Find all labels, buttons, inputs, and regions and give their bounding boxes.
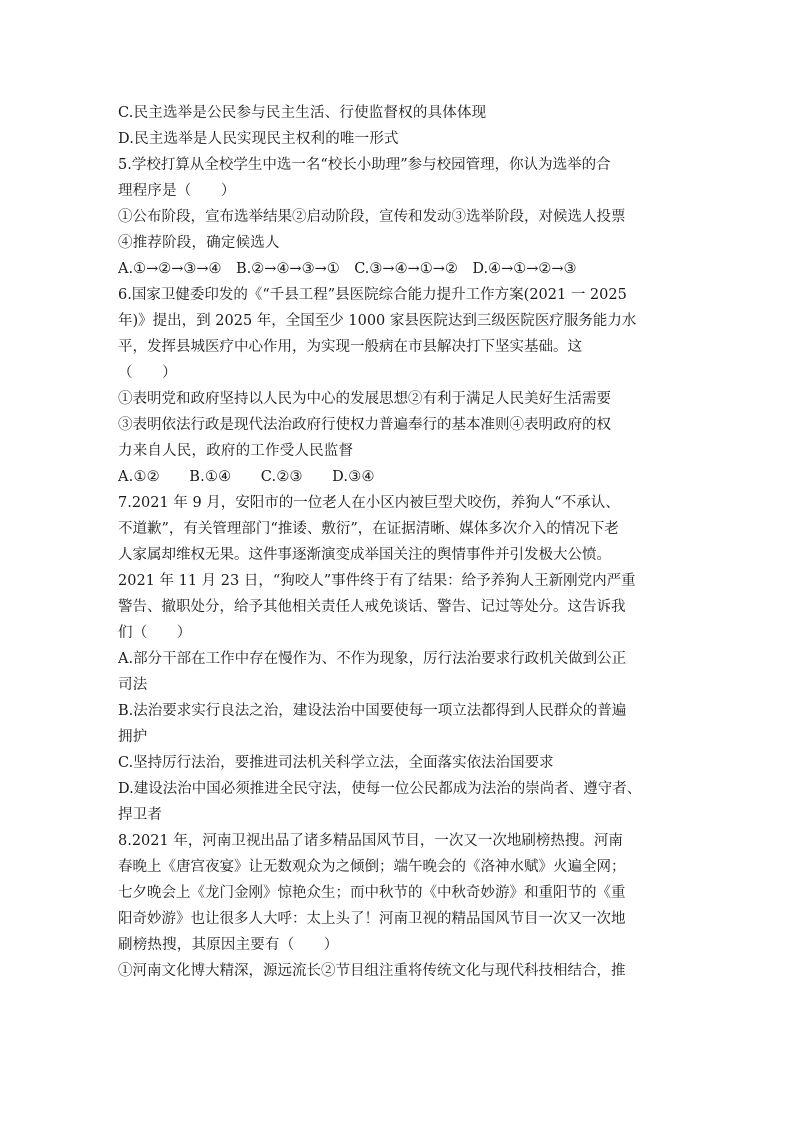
text-line: 理程序是（ ） [118, 183, 236, 199]
text-line: ①河南文化博大精深，源远流长②节目组注重将传统文化与现代科技相结合，推 [118, 963, 626, 979]
text-line: 司法 [118, 677, 148, 693]
text-line: ④推荐阶段，确定候选人 [118, 235, 280, 251]
text-line: 七夕晚会上《龙门金刚》惊艳众生；而中秋节的《中秋奇妙游》和重阳节的《重 [118, 885, 626, 901]
text-line: ③表明依法行政是现代法治政府行使权力普遍奉行的基本准则④表明政府的权 [118, 417, 611, 433]
question-text [118, 100, 676, 984]
text-line: C.民主选举是公民参与民主生活、行使监督权的具体体现 [118, 105, 487, 121]
option-b: B.法治要求实行良法之治，建设法治中国要使每一项立法都得到人民群众的普遍 [118, 703, 627, 719]
text-line: 春晚上《唐宫夜宴》让无数观众为之倾倒；端午晚会的《洛神水赋》火遍全网； [118, 859, 626, 875]
text-line: 年)》提出，到 2025 年，全国至少 1000 家县医院达到三级医院医疗服务能力水 [118, 313, 637, 329]
text-line: D.民主选举是人民实现民主权利的唯一形式 [118, 131, 399, 147]
text-line: 6.国家卫健委印发的《“千县工程”县医院综合能力提升工作方案(2021 一 2025 [118, 287, 627, 303]
text-line: 平，发挥县城医疗中心作用，为实现一般病在市县解决打下坚实基础。这 [118, 339, 582, 355]
answer-options: A.①② B.①④ C.②③ D.③④ [118, 469, 375, 485]
text-line: 5.学校打算从全校学生中选一名“校长小助理”参与校园管理，你认为选举的合 [118, 157, 611, 173]
text-line: 力来自人民，政府的工作受人民监督 [118, 443, 354, 459]
text-line: 8.2021 年，河南卫视出品了诸多精品国风节目，一次又一次地刷榜热搜。河南 [118, 833, 623, 849]
text-line: 刷榜热搜，其原因主要有（ ） [118, 937, 339, 953]
text-line: ①公布阶段，宣布选举结果②启动阶段，宣传和发动③选举阶段，对候选人投票 [118, 209, 626, 225]
option-a: A.部分干部在工作中存在慢作为、不作为现象，厉行法治要求行政机关做到公正 [118, 651, 627, 667]
text-line: 捍卫者 [118, 807, 163, 823]
text-line: ①表明党和政府坚持以人民为中心的发展思想②有利于满足人民美好生活需要 [118, 391, 611, 407]
text-line: 阳奇妙游》也让很多人大呼：太上头了！河南卫视的精品国风节目一次又一次地 [118, 911, 626, 927]
text-line: 们（ ） [118, 625, 192, 641]
text-line: （ ） [118, 365, 177, 381]
option-c: C.坚持厉行法治，要推进司法机关科学立法，全面落实依法治国要求 [118, 755, 554, 771]
option-d: D.建设法治中国必须推进全民守法，使每一位公民都成为法治的崇尚者、遵守者、 [118, 781, 642, 797]
answer-options: A.①→②→③→④ B.②→④→③→① C.③→④→①→② D.④→①→②→③ [118, 261, 577, 277]
text-line: 拥护 [118, 729, 148, 745]
text-line: 人家属却维权无果。这件事逐渐演变成举国关注的舆情事件并引发极大公愤。 [118, 547, 611, 563]
text-line: 7.2021 年 9 月，安阳市的一位老人在小区内被巨型犬咬伤，养狗人“不承认、 [118, 495, 620, 511]
text-line: 2021 年 11 月 23 日，“狗咬人”事件终于有了结果：给予养狗人王新刚党内严重 [118, 573, 636, 589]
text-line: 不道歉”，有关管理部门“推诿、敷衍”，在证据清晰、媒体多次介入的情况下老 [118, 521, 619, 537]
text-line: 警告、撤职处分，给予其他相关责任人戒免谈话、警告、记过等处分。这告诉我 [118, 599, 626, 615]
